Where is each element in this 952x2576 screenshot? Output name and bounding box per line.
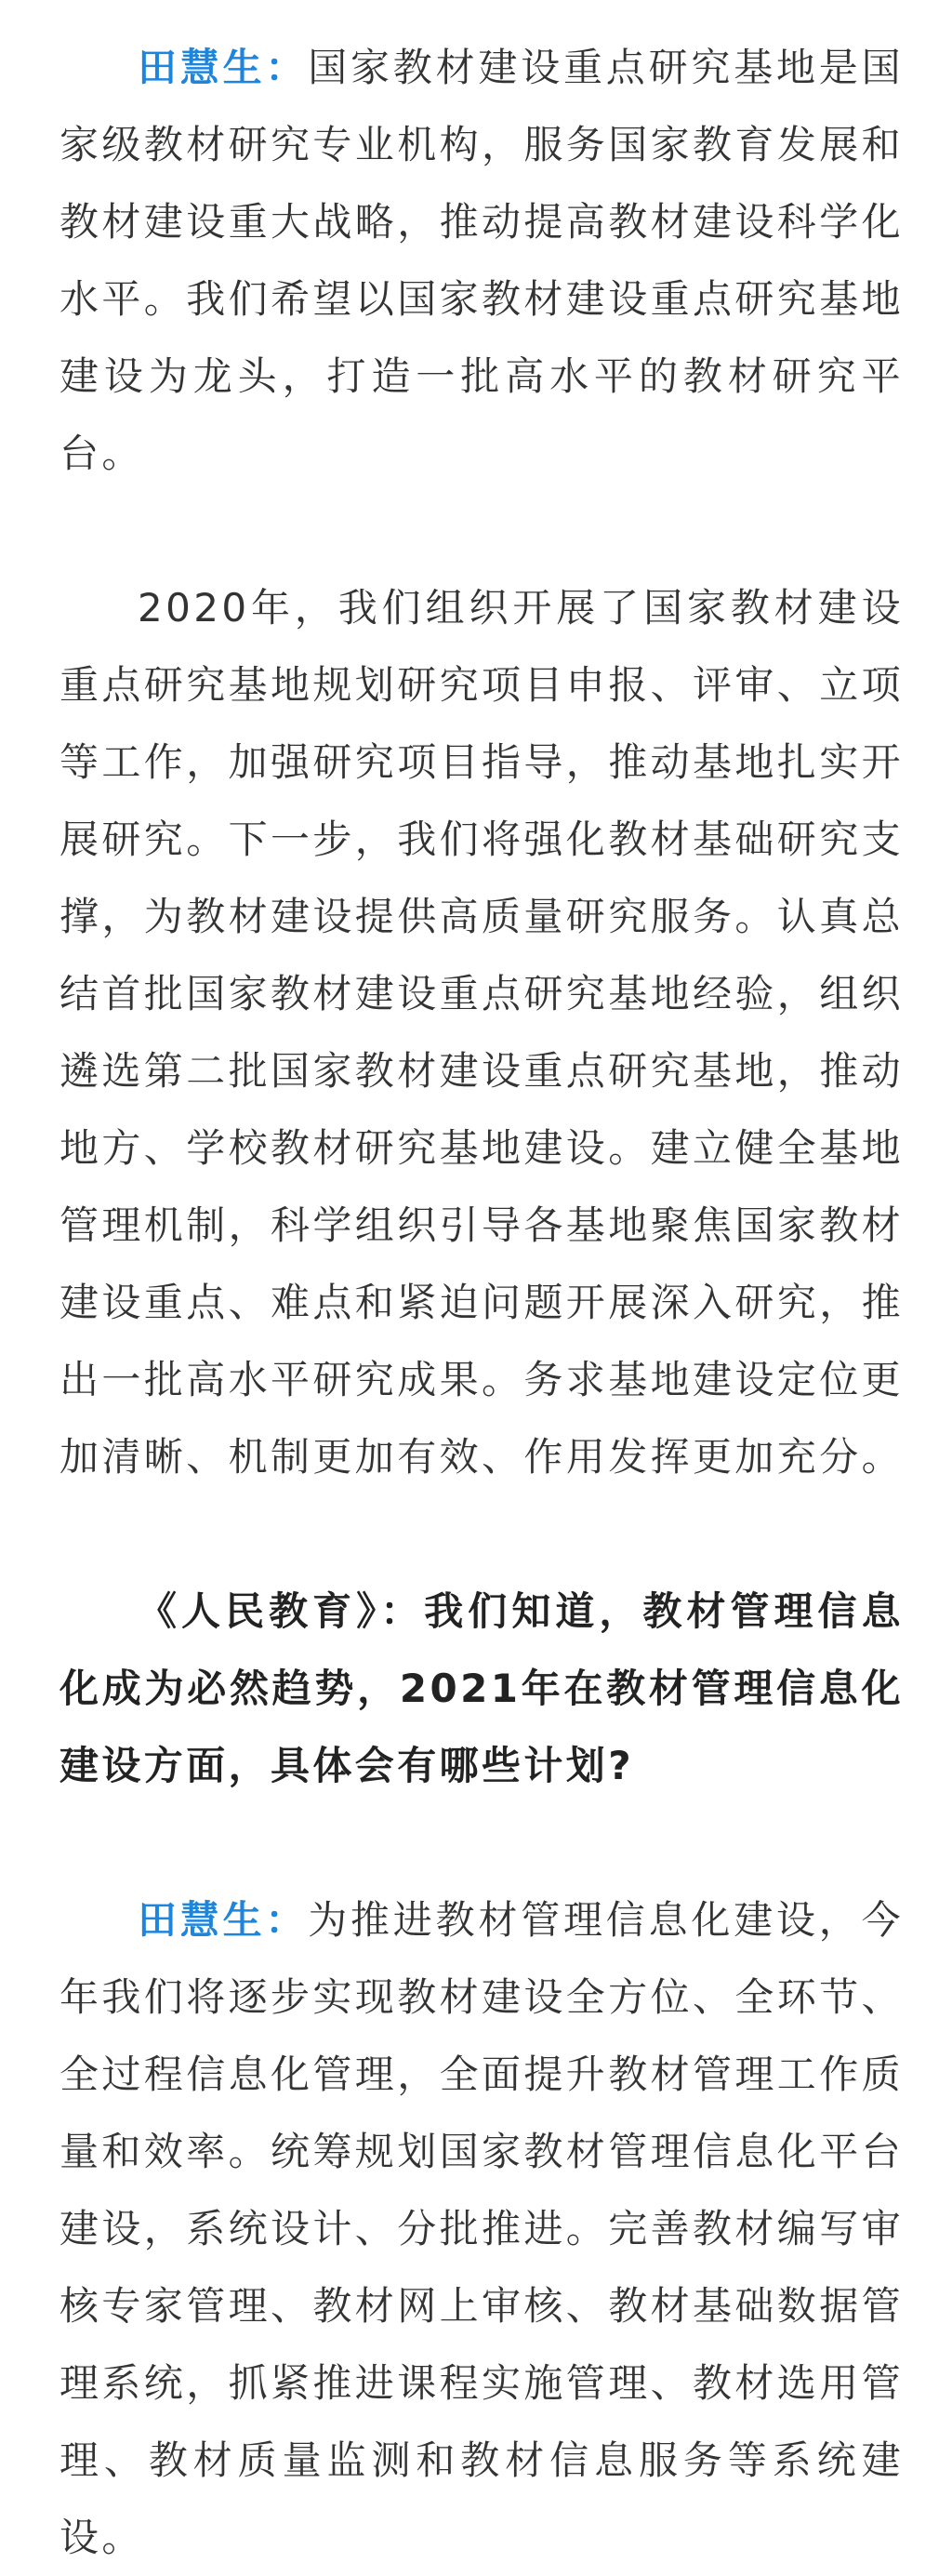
answer-paragraph — [60, 569, 904, 1495]
answer-text: 为推进教材管理信息化建设，今年我们将逐步实现教材建设全方位、全环节、全过程信息化管理，全面提升教材管理工作质量和效率。统筹规划国家教材管理信息化平台建设，系统设计、分批推进。完善教材编写审核专家管理、教材网上审核、教材基础数据管理系统，抓紧推进课程实施管理、教材选用管理、教材质量监测和教材信息服务等系统建设。 — [60, 1897, 905, 2560]
answer-paragraph — [60, 1881, 904, 2576]
question-paragraph — [60, 1573, 904, 1804]
answer-text: 国家教材建设重点研究基地是国家级教材研究专业机构，服务国家教育发展和教材建设重大战略，推动提高教材建设科学化水平。我们希望以国家教材建设重点研究基地建设为龙头，打造一批高水平的教材研究平台。 — [60, 45, 905, 476]
answer-text: 2020年，我们组织开展了国家教材建设重点研究基地规划研究项目申报、评审、立项等工作，加强研究项目指导，推动基地扎实开展研究。下一步，我们将强化教材基础研究支撑，为教材建设提供高质量研究服务。认真总结首批国家教材建设重点研究基地经验，组织遴选第二批国家教材建设重点研究基地，推动地方、学校教材研究基地建设。建立健全基地管理机制，科学组织引导各基地聚焦国家教材建设重点、难点和紧迫问题开展深入研究，推出一批高水平研究成果。务求基地建设定位更加清晰、机制更加有效、作用发挥更加充分。 — [60, 585, 905, 1480]
answer-paragraph — [60, 29, 904, 492]
speaker-label: 田慧生： — [138, 1897, 309, 1943]
interviewer-label: 《人民教育》： — [138, 1588, 425, 1634]
question-text: 我们知道，教材管理信息化成为必然趋势，2021年在教材管理信息化建设方面，具体会有哪些计划? — [60, 1588, 904, 1788]
article-body — [60, 29, 904, 2576]
speaker-label: 田慧生： — [138, 45, 309, 90]
